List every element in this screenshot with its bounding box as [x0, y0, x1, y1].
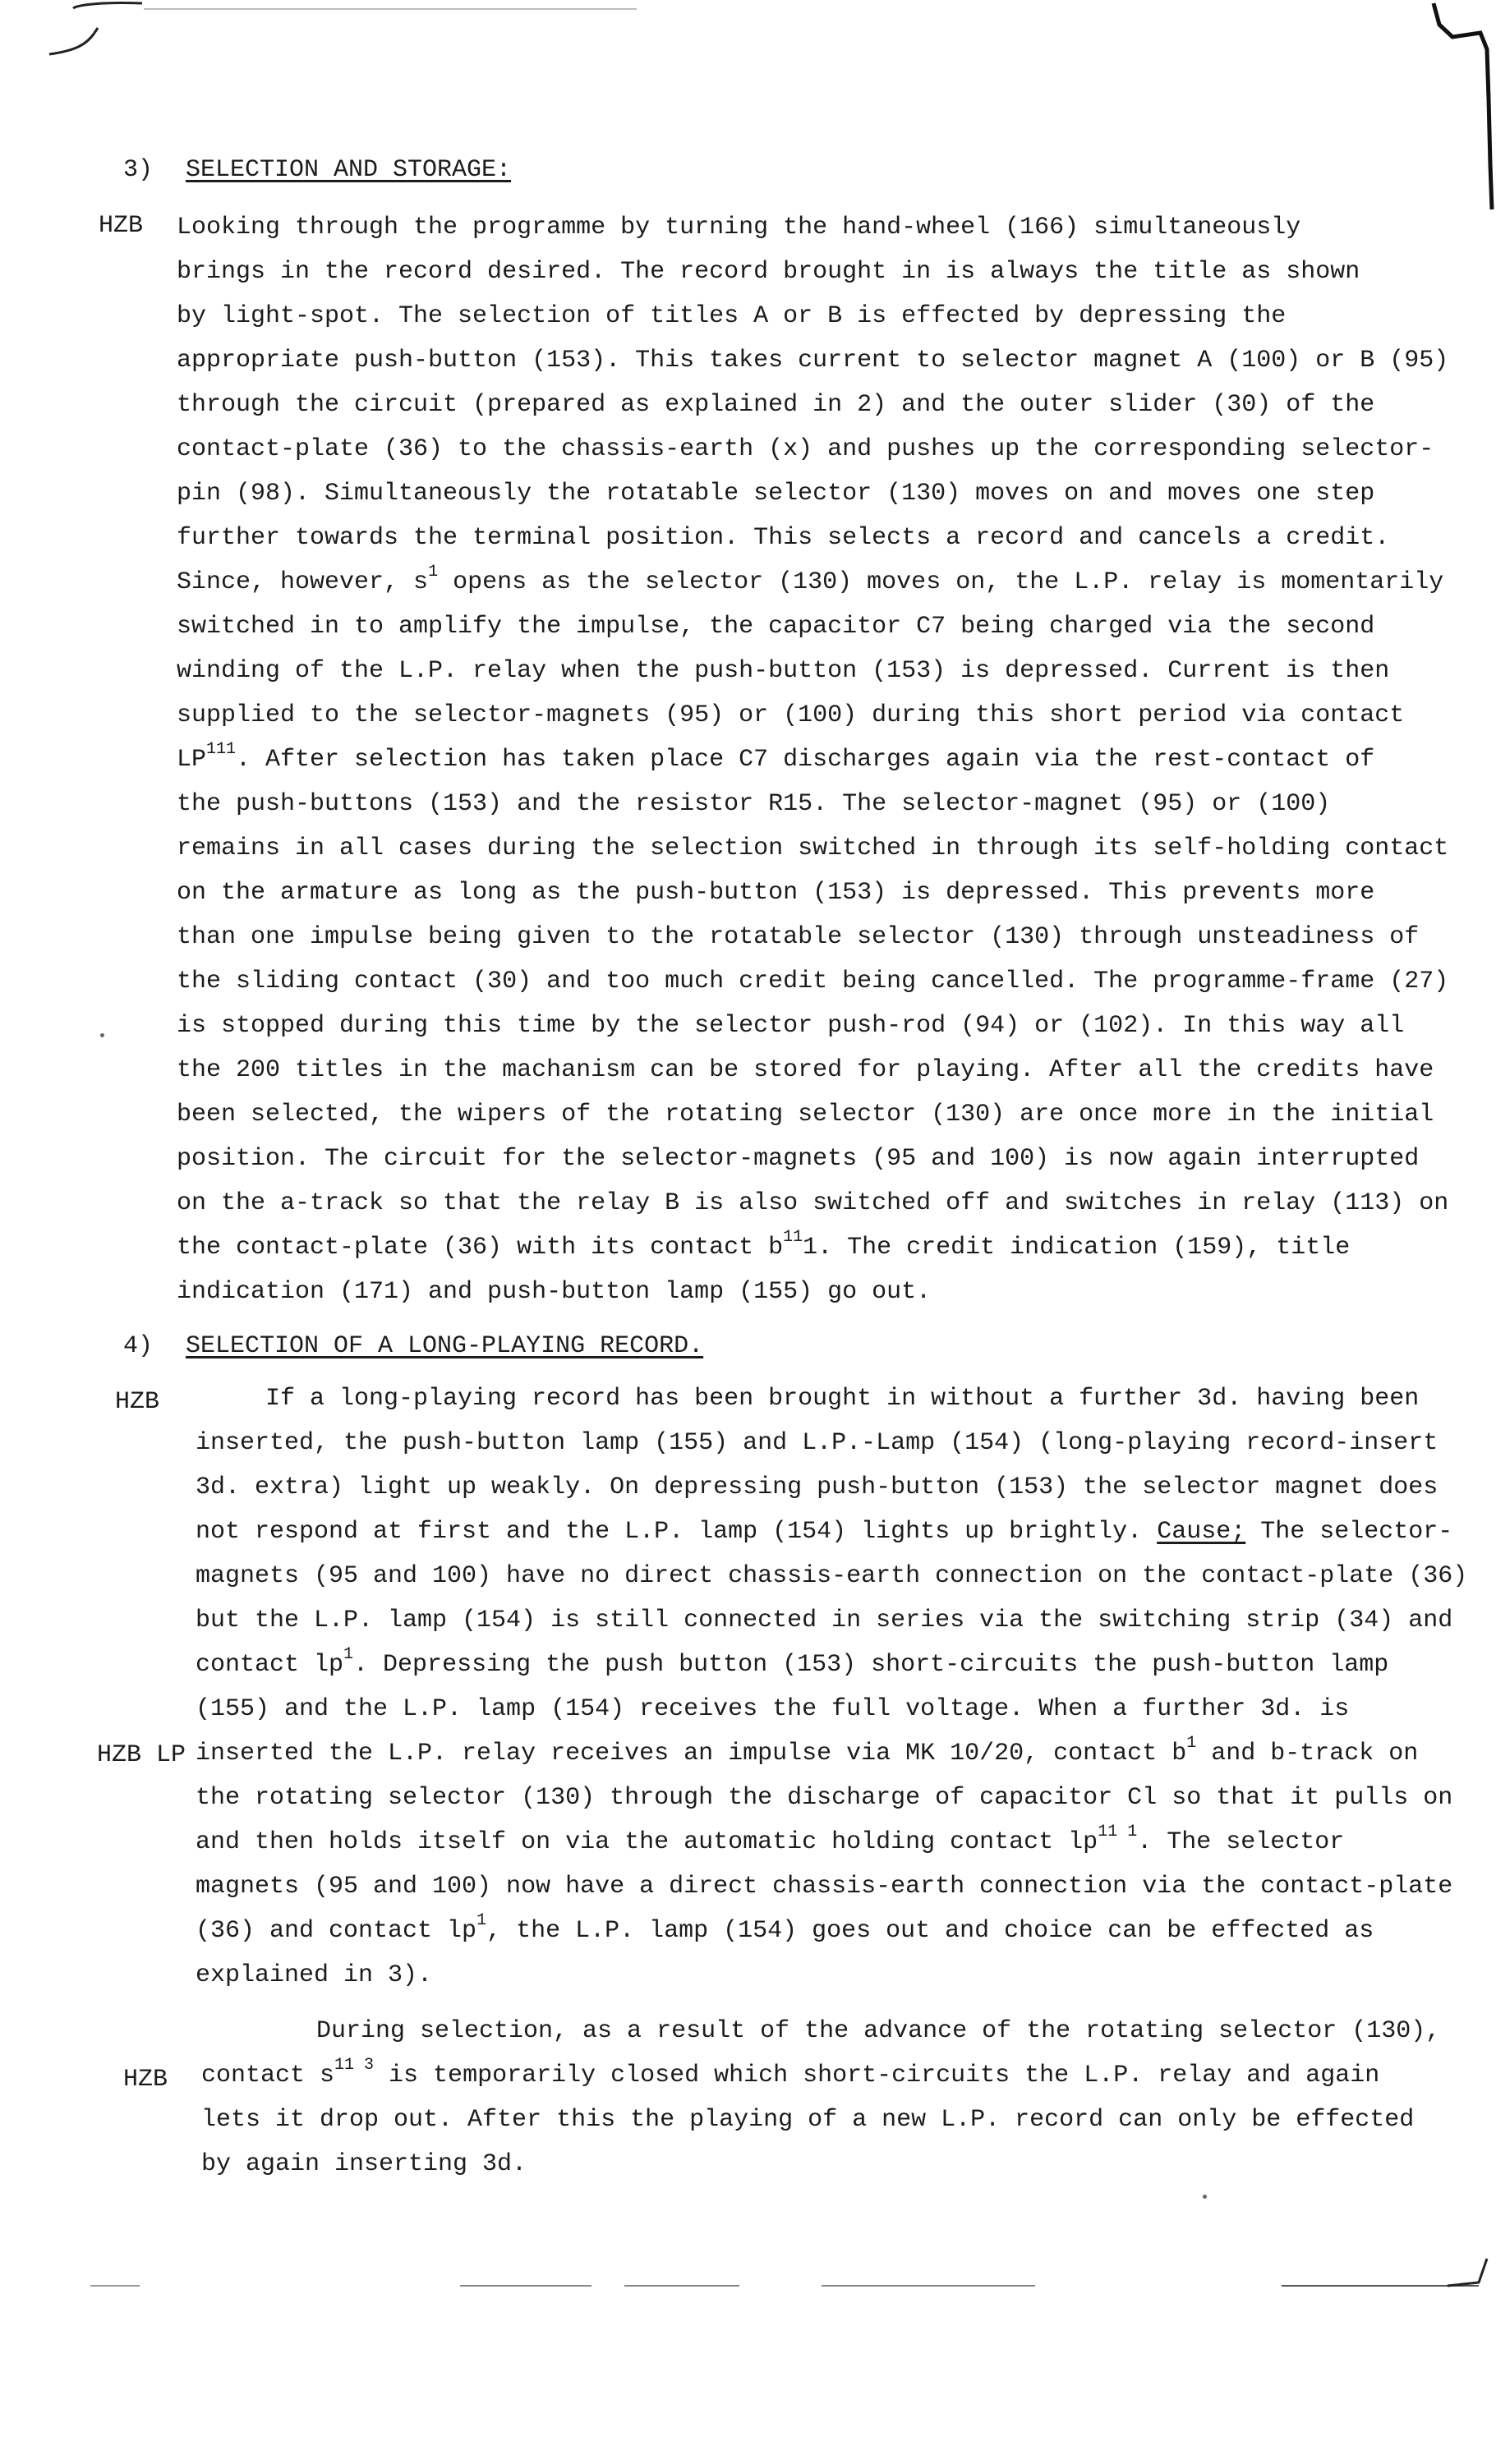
- text-line: During selection, as a result of the advance of the rotating selector (130),: [316, 2017, 1441, 2045]
- text-line: 3d. extra) light up weakly. On depressing push-button (153) the selector magnet does: [196, 1473, 1438, 1501]
- section-3-heading: [123, 156, 511, 184]
- text-run: the contact-plate (36) with its contact b: [177, 1234, 784, 1262]
- superscript: 1: [476, 1911, 487, 1930]
- text-run: is temporarily closed which short-circuits the L.P. relay and again: [374, 2062, 1380, 2089]
- text-line: on the a-track so that the relay B is also switched off and switches in relay (113) on: [177, 1189, 1449, 1217]
- text-line: been selected, the wipers of the rotating selector (130) are once more in the initial: [177, 1101, 1434, 1129]
- text-run: Since, however, s: [177, 568, 429, 596]
- text-line: by again inserting 3d.: [201, 2150, 527, 2178]
- section-title: SELECTION OF A LONG-PLAYING RECORD.: [186, 1332, 704, 1360]
- text-line: the rotating selector (130) through the discharge of capacitor Cl so that it pulls on: [196, 1784, 1453, 1812]
- speck: [100, 1033, 104, 1037]
- text-line: supplied to the selector-magnets (95) or (100) during this short period via contact: [177, 701, 1405, 729]
- bottom-right-scan-mark: [1446, 2255, 1491, 2292]
- bottom-rule: [90, 2285, 140, 2287]
- text-line: remains in all cases during the selection switched in through its self-holding contact: [177, 834, 1449, 862]
- text-line: the 200 titles in the machanism can be stored for playing. After all the credits have: [177, 1056, 1434, 1084]
- text-line: further towards the terminal position. This selects a record and cancels a credit.: [177, 524, 1390, 552]
- text-line: (155) and the L.P. lamp (154) receives the full voltage. When a further 3d. is: [196, 1695, 1350, 1723]
- text-run: not respond at first and the L.P. lamp (154) lights up brightly.: [196, 1518, 1143, 1546]
- speck: [1203, 2195, 1207, 2199]
- text-line: inserted, the push-button lamp (155) and L.P.-Lamp (154) (long-playing record-insert: [196, 1429, 1438, 1457]
- text-line: [177, 1225, 1466, 1270]
- superscript: 111: [206, 740, 237, 759]
- text-line: on the armature as long as the push-button (153) is depressed. This prevents more: [177, 879, 1375, 907]
- text-run: and then holds itself on via the automatic holding contact lp: [196, 1828, 1098, 1856]
- margin-tag-hzb-lp: HZB LP: [97, 1741, 186, 1769]
- text-line: [177, 738, 1466, 782]
- section-number: 4): [123, 1332, 154, 1360]
- text-line: [201, 2053, 1466, 2098]
- text-run: contact lp: [196, 1651, 344, 1679]
- text-line: through the circuit (prepared as explained in 2) and the outer slider (30) of the: [177, 391, 1375, 419]
- margin-tag-hzb: HZB: [115, 1388, 160, 1416]
- text-line: winding of the L.P. relay when the push-button (153) is depressed. Current is then: [177, 657, 1390, 685]
- text-line: by light-spot. The selection of titles A or B is effected by depressing the: [177, 302, 1287, 330]
- text-run: . The selector: [1137, 1828, 1345, 1856]
- superscript: 11 3: [334, 2056, 375, 2075]
- section-title: SELECTION AND STORAGE:: [186, 156, 512, 184]
- text-line: [177, 560, 1466, 605]
- margin-tag-hzb: HZB: [123, 2066, 168, 2094]
- text-line: If a long-playing record has been brought in without a further 3d. having been: [265, 1385, 1420, 1413]
- margin-tag-hzb: HZB: [99, 212, 144, 240]
- text-line: [196, 1820, 1465, 1864]
- text-run: (36) and contact lp: [196, 1917, 477, 1945]
- text-line: explained in 3).: [196, 1961, 433, 1989]
- text-run: LP: [177, 746, 207, 774]
- text-run: . After selection has taken place C7 discharges again via the rest-contact of: [236, 746, 1375, 774]
- section-4-paragraph-1: [196, 1377, 1468, 1997]
- bottom-rule: [460, 2285, 591, 2287]
- text-run: . Depressing the push button (153) short-circuits the push-button lamp: [353, 1651, 1389, 1679]
- text-line: the sliding contact (30) and too much credit being cancelled. The programme-frame (27): [177, 968, 1449, 995]
- text-run: contact s: [201, 2062, 335, 2089]
- text-line: [196, 1731, 1465, 1776]
- text-line: but the L.P. lamp (154) is still connected in series via the switching strip (34) and: [196, 1607, 1453, 1634]
- corner-scan-mark-left: [45, 0, 144, 66]
- bottom-rule: [624, 2285, 739, 2287]
- text-run: The selector-: [1260, 1518, 1453, 1546]
- text-line: [196, 1643, 1465, 1687]
- text-line: contact-plate (36) to the chassis-earth (x) and pushes up the corresponding selector-: [177, 435, 1434, 463]
- text-line: brings in the record desired. The record brought in is always the title as shown: [177, 258, 1360, 286]
- text-line: magnets (95 and 100) have no direct chassis-earth connection on the contact-plate (36): [196, 1562, 1468, 1590]
- text-line: switched in to amplify the impulse, the capacitor C7 being charged via the second: [177, 613, 1375, 641]
- text-line: appropriate push-button (153). This takes current to selector magnet A (100) or B (95): [177, 347, 1449, 375]
- text-run: , the L.P. lamp (154) goes out and choice can be effected as: [486, 1917, 1374, 1945]
- text-line: [196, 1909, 1465, 1953]
- text-line: position. The circuit for the selector-magnets (95 and 100) is now again interrupted: [177, 1145, 1420, 1173]
- section-4-heading: [123, 1332, 703, 1360]
- cause-label: Cause;: [1157, 1518, 1246, 1546]
- text-line: [196, 1510, 1465, 1554]
- corner-scan-mark-right: [1429, 0, 1496, 214]
- section-4-paragraph-2: [201, 2009, 1466, 2186]
- superscript: 1: [1186, 1734, 1197, 1753]
- superscript: 11 1: [1098, 1823, 1138, 1841]
- text-run: opens as the selector (130) moves on, the L.P. relay is momentarily: [453, 568, 1444, 596]
- text-line: pin (98). Simultaneously the rotatable selector (130) moves on and moves one step: [177, 480, 1375, 508]
- text-line: indication (171) and push-button lamp (155) go out.: [177, 1278, 932, 1306]
- text-line: than one impulse being given to the rotatable selector (130) through unsteadiness of: [177, 923, 1420, 951]
- text-line: Looking through the programme by turning the hand-wheel (166) simultaneously: [177, 214, 1301, 241]
- text-line: the push-buttons (153) and the resistor R15. The selector-magnet (95) or (100): [177, 790, 1331, 818]
- text-run: inserted the L.P. relay receives an impulse via MK 10/20, contact b: [196, 1740, 1187, 1768]
- text-run: and b-track on: [1196, 1740, 1419, 1768]
- text-run: 1. The credit indication (159), title: [803, 1234, 1351, 1262]
- text-line: lets it drop out. After this the playing of a new L.P. record can only be effected: [201, 2106, 1415, 2134]
- bottom-rule: [822, 2285, 1035, 2287]
- superscript: 1: [343, 1645, 354, 1664]
- text-line: magnets (95 and 100) now have a direct chassis-earth connection via the contact-plate: [196, 1873, 1453, 1901]
- section-number: 3): [123, 156, 154, 184]
- top-edge-rule: [144, 8, 637, 10]
- superscript: 1: [428, 563, 439, 582]
- superscript: 11: [783, 1228, 803, 1247]
- section-3-paragraph: [177, 205, 1466, 1314]
- text-line: is stopped during this time by the selector push-rod (94) or (102). In this way all: [177, 1012, 1405, 1040]
